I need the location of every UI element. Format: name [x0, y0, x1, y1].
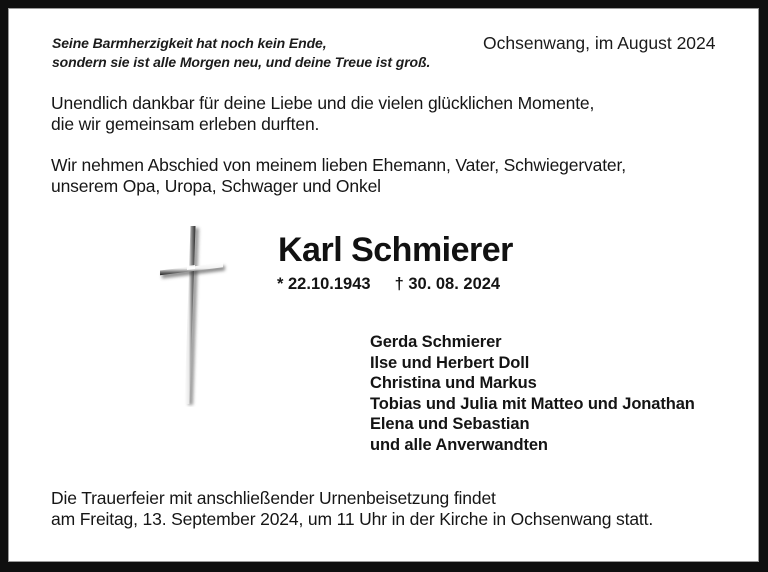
mourners-list [370, 332, 695, 455]
scripture-quote-line1: Seine Barmherzigkeit hat noch kein Ende, [52, 35, 327, 51]
mourner-line: Christina und Markus [370, 374, 537, 392]
deceased-name: Karl Schmierer [278, 231, 513, 269]
mourner-line: Tobias und Julia mit Matteo und Jonathan [370, 394, 695, 413]
mourner-line: und alle Anverwandten [370, 435, 548, 454]
intro-line1: Unendlich dankbar für deine Liebe und die vielen glücklichen Momente, [51, 93, 595, 113]
scripture-quote [52, 34, 430, 71]
farewell-line2: unserem Opa, Uropa, Schwager und Onkel [51, 176, 381, 196]
birth-date: * 22.10.1943 [277, 275, 371, 293]
funeral-line1: Die Trauerfeier mit anschließender Urnenbeisetzung findet [51, 488, 496, 508]
funeral-info [51, 488, 653, 530]
cross-icon [143, 222, 253, 407]
mourner-line: Ilse und Herbert Doll [370, 353, 530, 372]
life-dates [277, 274, 500, 294]
funeral-line2: am Freitag, 13. September 2024, um 11 Uhr in der Kirche in Ochsenwang statt. [51, 509, 654, 529]
farewell-line1: Wir nehmen Abschied von meinem lieben Ehemann, Vater, Schwiegervater, [51, 155, 626, 175]
intro-line2: die wir gemeinsam erleben durften. [51, 114, 320, 134]
place-dateline: Ochsenwang, im August 2024 [483, 33, 716, 53]
mourner-line: Gerda Schmierer [370, 333, 502, 351]
mourner-line: Elena und Sebastian [370, 415, 530, 433]
scripture-quote-line2: sondern sie ist alle Morgen neu, und deine Treue ist groß. [52, 53, 431, 70]
farewell-paragraph [51, 155, 626, 197]
intro-paragraph [51, 93, 594, 135]
death-date: † 30. 08. 2024 [394, 275, 501, 293]
